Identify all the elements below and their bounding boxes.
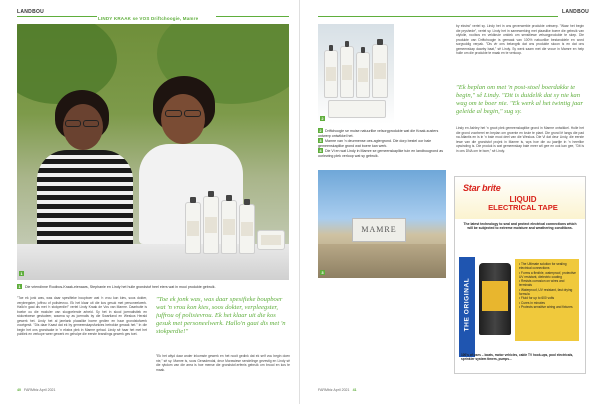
product-bottle	[372, 44, 388, 98]
page-number: 41	[352, 388, 357, 392]
product-bottle	[239, 204, 255, 254]
section-divider-left	[17, 16, 97, 17]
product-jar	[257, 230, 285, 250]
right-body-column-2: Lindy en Ashley het 'n groot plek gemeenskaplike grond in Mamre ontwikkel. Hulle het die grond voorberei en beplan om groente en kruie te plant. Die grond lê langs die pad na Atlantis en is in 'n baie mooi deel van die Weskus. Die Vi dat deur Lindy, die eerste lewe van die grondstof projek in Mamre is, wys hoe die ou jaartjie in 'n heerlike opwinding is. Die produk is wat gemeenskap baie meer wil gee en ook kan gee, "Dit is in ons DNA om te boer," sê Lindy.	[456, 126, 584, 153]
product-photo	[318, 24, 394, 124]
product-bottle	[356, 52, 370, 98]
feature-item: • Cures in minutes	[519, 301, 576, 305]
glasses-icon	[65, 120, 81, 127]
title-line-2: ELECTRICAL TAPE	[488, 203, 558, 212]
caption-3: 3 Mamre van 'n deurmense oes-agtergrond. Die dorp bestel oor baie gemeenskaplike grond wat boere kan werk.	[318, 138, 432, 148]
section-divider-right	[318, 16, 558, 17]
product-box	[328, 100, 386, 118]
product-bottle	[221, 200, 237, 254]
glasses-icon	[165, 110, 182, 117]
advert-title	[473, 196, 573, 212]
glasses-icon	[184, 110, 201, 117]
face	[161, 94, 205, 144]
caption-4: 4 Die Vi en wat Lindy in Mamre se gemeenskaplike tuin en landbougrond as oorlewing plek verloop wat sy gebruik.	[318, 148, 443, 158]
face	[63, 104, 103, 150]
mamre-sign: MAMRE	[352, 218, 406, 242]
caption-badge: 1	[18, 284, 21, 289]
page-footer-right	[318, 388, 357, 392]
photo-number-badge: 1	[20, 271, 23, 276]
feature-item: • Waterproof, UV resistant, fast drying formula	[519, 288, 576, 297]
the-original-banner: THE ORIGINAL	[459, 257, 475, 357]
mamre-sign-photo	[318, 170, 446, 278]
product-bottle	[324, 50, 338, 98]
feature-item: • Forms a flexible, waterproof, protective UV resistant, dielectric coating	[519, 271, 576, 280]
title-line-1: LIQUID	[509, 195, 537, 204]
right-body-column-1: by ekstra" vertel sy. Lindy het in ons geverwerkte produkte ontwerp. "Waar het begin die pryshede", vertel sy. Lindy het in samewerking met plaaslike boere die gebruik van olyfolie, rooibos en veldkruie ontdek om sensitiewe velsorgprodukte te skep. Die produkte van Driftchoogie is gemaak van 100% natuurlike bestanddele en word sorgvuldig verpak. "Dis vir ons belangrik dat ons produkte skoon is en dat ons gemeenskap daarby baat," sê Lindy. Sy werk saam met die vroue in Mamre en help hulle om die produkte te maak en te verkoop.	[456, 24, 584, 55]
page-footer-left	[17, 388, 56, 392]
feature-box	[515, 259, 579, 341]
photo-number-badge: 2	[321, 116, 324, 121]
advert-header	[455, 177, 585, 219]
feature-item: • The Ultimate solution for sealing electrical connections	[519, 262, 576, 271]
byline: LINDY KRAAK se VOS Driftchoogie, Mamre	[98, 16, 199, 21]
pull-quote-left: "Toe ek jonk was, was daar spesifieke boupboer wat 'n vrou kon kies, soos dokter, verpleegster, juffrou of polisievrou. Ek het klaar uit die kos gesuk met personeelwerk. Hallo'n gaai dis met 'n stokperdie!"	[156, 296, 286, 335]
photo-caption	[17, 284, 289, 290]
magazine-title: FARMbiz April 2021	[318, 388, 350, 392]
star-brite-advert	[454, 176, 586, 374]
feature-item: • Resists corrosion on wires and terminals	[519, 279, 576, 288]
body-column-1: "Toe ek jonk was, was daar spesifieke boupboer wat 'n vrou kon kies, soos dokter, verpleegster, juffrou of polisievrou. Ek het klaar uit die kos gesuk met personeelwerk. Hallo'n gaai dis met 'n stokperdie!" vertel Lindy Kraak de Vos van Mamre. Daarbuite is boeke ou die moduler van skoppelende arbeid. Sy het in skool joernalistiek en stokvelwese gestudeer, waarna sy as joernalis by die Swartland en Weskus Herald gewerk het. Lindy het al jarelank plaaslike boere gedien en haar grondstofwerk voortgesit. "Dis daar Kaast dat ek by gemeenskapsfunkies betrokke geraak het." In die begin het ons grondsake in 'n ekstra plek in Mamre gehad. Lindy sê haar het met het publiek en verkope weer gewerk en geholpe die eerste brandings gewerk ges toet.	[17, 296, 147, 336]
brand-logo: Star brite	[463, 183, 501, 193]
body-column-2: "Ek het altyd daar ander inkomste gewerk en het nooit gedink dat ek self vou begin doen nie," sê sy. Mamre is, soos Genadendal, deur Morawiese sendelinge gevestig en Lindy sê die rykdom van die area is hoe mense die grondstof-erfenis gebruik om brood en kos te maak.	[156, 354, 290, 372]
glasses-icon	[83, 120, 99, 127]
product-bottle	[185, 202, 201, 254]
tree-foliage	[17, 24, 117, 104]
ground	[318, 244, 446, 278]
right-captions	[318, 128, 446, 159]
caption-2: 2 Driftchoogie se muise natuurlike velsorgprodukte wat die Kraak-susters ontwerp ontwikkel het.	[318, 128, 439, 138]
section-divider-left-2	[216, 16, 289, 17]
section-label-left: LANDBOU	[17, 9, 45, 15]
feature-item: • Protects sensitive wiring and fixtures	[519, 305, 576, 309]
photo-number-badge: 3	[321, 270, 324, 275]
product-bottle	[340, 46, 354, 98]
caption-text: Die vriendinne Rooibos-Kraak-eienaars, Stephanie en Lindy het hulle grondstof heel eiers wat in mooi produkte gebruik.	[25, 285, 216, 289]
product-bottle	[203, 196, 219, 254]
advert-subtitle: The latest technology to seal and protect electrical connections which will be subjected to extreme moisture and weathering conditions.	[463, 222, 577, 231]
pull-quote-right: "Ek beplan om met 'n post-stoel boerdakke te begin," sê Lindy. "Dit is duidelik dat sy nie kan wag om te boer nie. "Ek werk al het twintig jaar geleide al begin," sug sy.	[456, 84, 584, 115]
product-can-icon	[479, 263, 511, 335]
advert-footer: 100's of uses – boats, motor vehicles, cable TV hook-ups, pool electricals, sprinkler system timers, pumps...	[461, 353, 574, 362]
striped-shirt	[37, 150, 133, 250]
main-photo	[17, 24, 289, 280]
section-label-right: LANDBOU	[562, 9, 590, 15]
feature-item: • Fluid for up to 600 volts	[519, 296, 576, 300]
magazine-title: FARMbiz April 2021	[24, 388, 56, 392]
page-number: 40	[17, 388, 21, 392]
